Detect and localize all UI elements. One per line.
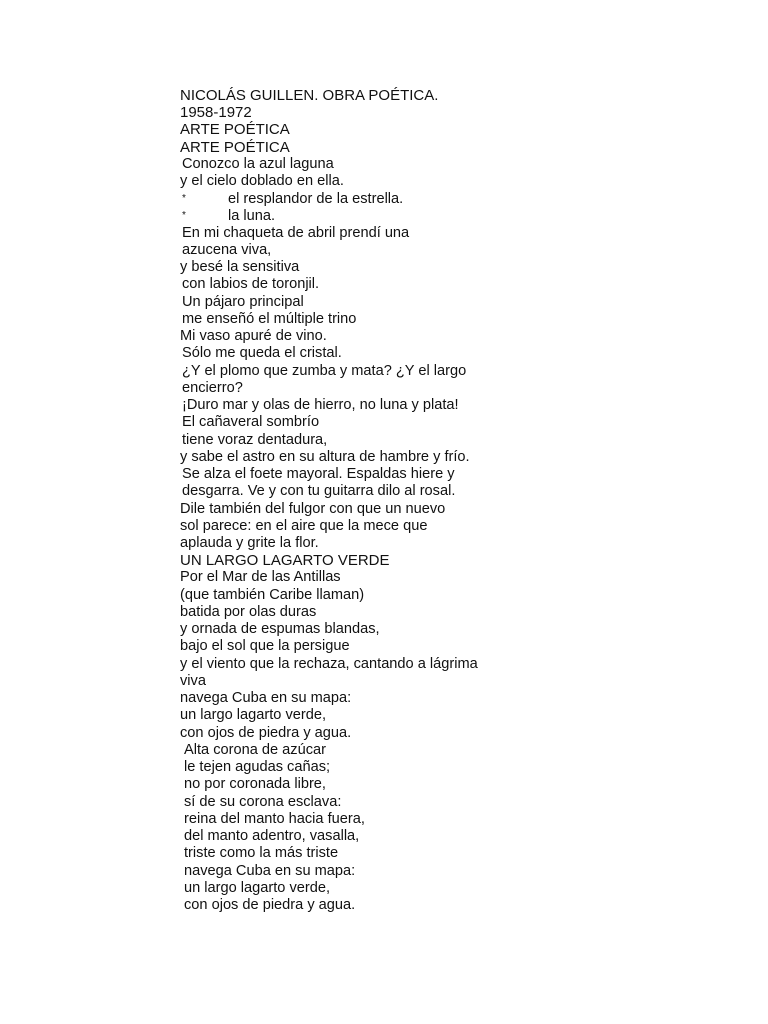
poem-line: navega Cuba en su mapa: [180,690,352,706]
poem-line: Se alza el foete mayoral. Espaldas hiere y [182,466,455,482]
poem-line: Alta corona de azúcar [184,742,326,758]
poem-line: sol parece: en el aire que la mece que [180,518,428,534]
poem-line: con ojos de piedra y agua. [184,897,356,913]
poem-line: ¡Duro mar y olas de hierro, no luna y plata! [182,397,459,413]
poem-bullet-line [182,207,275,225]
poem-line: desgarra. Ve y con tu guitarra dilo al rosal. [182,483,456,499]
poem-line: y ornada de espumas blandas, [180,621,380,637]
poem-line: encierro? [182,380,243,396]
poem-line: le tejen agudas cañas; [184,759,331,775]
poem-line: Conozco la azul laguna [182,156,334,172]
poem-line: un largo lagarto verde, [184,880,331,896]
poem-line: (que también Caribe llaman) [180,587,365,603]
poem-line: y besé la sensitiva [180,259,300,275]
poem-bullet-line [182,190,403,208]
poem-title: UN LARGO LAGARTO VERDE [180,552,390,569]
poem-line: con labios de toronjil. [182,276,320,292]
poem-line-text: la luna. [228,208,276,224]
poem-line: un largo lagarto verde, [180,707,327,723]
poem-title: ARTE POÉTICA [180,139,290,156]
poem-line: sí de su corona esclava: [184,794,342,810]
poem-line: Mi vaso apuré de vino. [180,328,327,344]
poem-line: viva [180,673,206,689]
date-range: 1958-1972 [180,104,252,121]
poem-line: ¿Y el plomo que zumba y mata? ¿Y el largo [182,363,467,379]
poem-line-text: el resplandor de la estrella. [228,191,404,207]
poem-line: En mi chaqueta de abril prendí una [182,225,410,241]
poem-line: bajo el sol que la persigue [180,638,350,654]
poem-line: Dile también del fulgor con que un nuevo [180,501,446,517]
bullet-marker: * [182,210,186,221]
poem-line: aplauda y grite la flor. [180,535,319,551]
poem-line: reina del manto hacia fuera, [184,811,365,827]
poem-line: y sabe el astro en su altura de hambre y frío. [180,449,470,465]
poem-line: con ojos de piedra y agua. [180,725,352,741]
poem-line: Sólo me queda el cristal. [182,345,342,361]
document-title: NICOLÁS GUILLEN. OBRA POÉTICA. [180,87,439,104]
poem-line: y el viento que la rechaza, cantando a lágrima [180,656,478,672]
section-heading: ARTE POÉTICA [180,121,290,138]
poem-line: navega Cuba en su mapa: [184,863,356,879]
poem-line: batida por olas duras [180,604,317,620]
bullet-marker: * [182,193,186,204]
poem-line: azucena viva, [182,242,272,258]
poem-line: Por el Mar de las Antillas [180,569,341,585]
poem-line: del manto adentro, vasalla, [184,828,360,844]
poem-line: triste como la más triste [184,845,339,861]
poem-line: El cañaveral sombrío [182,414,320,430]
poem-line: y el cielo doblado en ella. [180,173,344,189]
poem-line: me enseñó el múltiple trino [182,311,357,327]
poem-line: Un pájaro principal [182,294,304,310]
poem-line: no por coronada libre, [184,776,326,792]
poem-line: tiene voraz dentadura, [182,432,328,448]
